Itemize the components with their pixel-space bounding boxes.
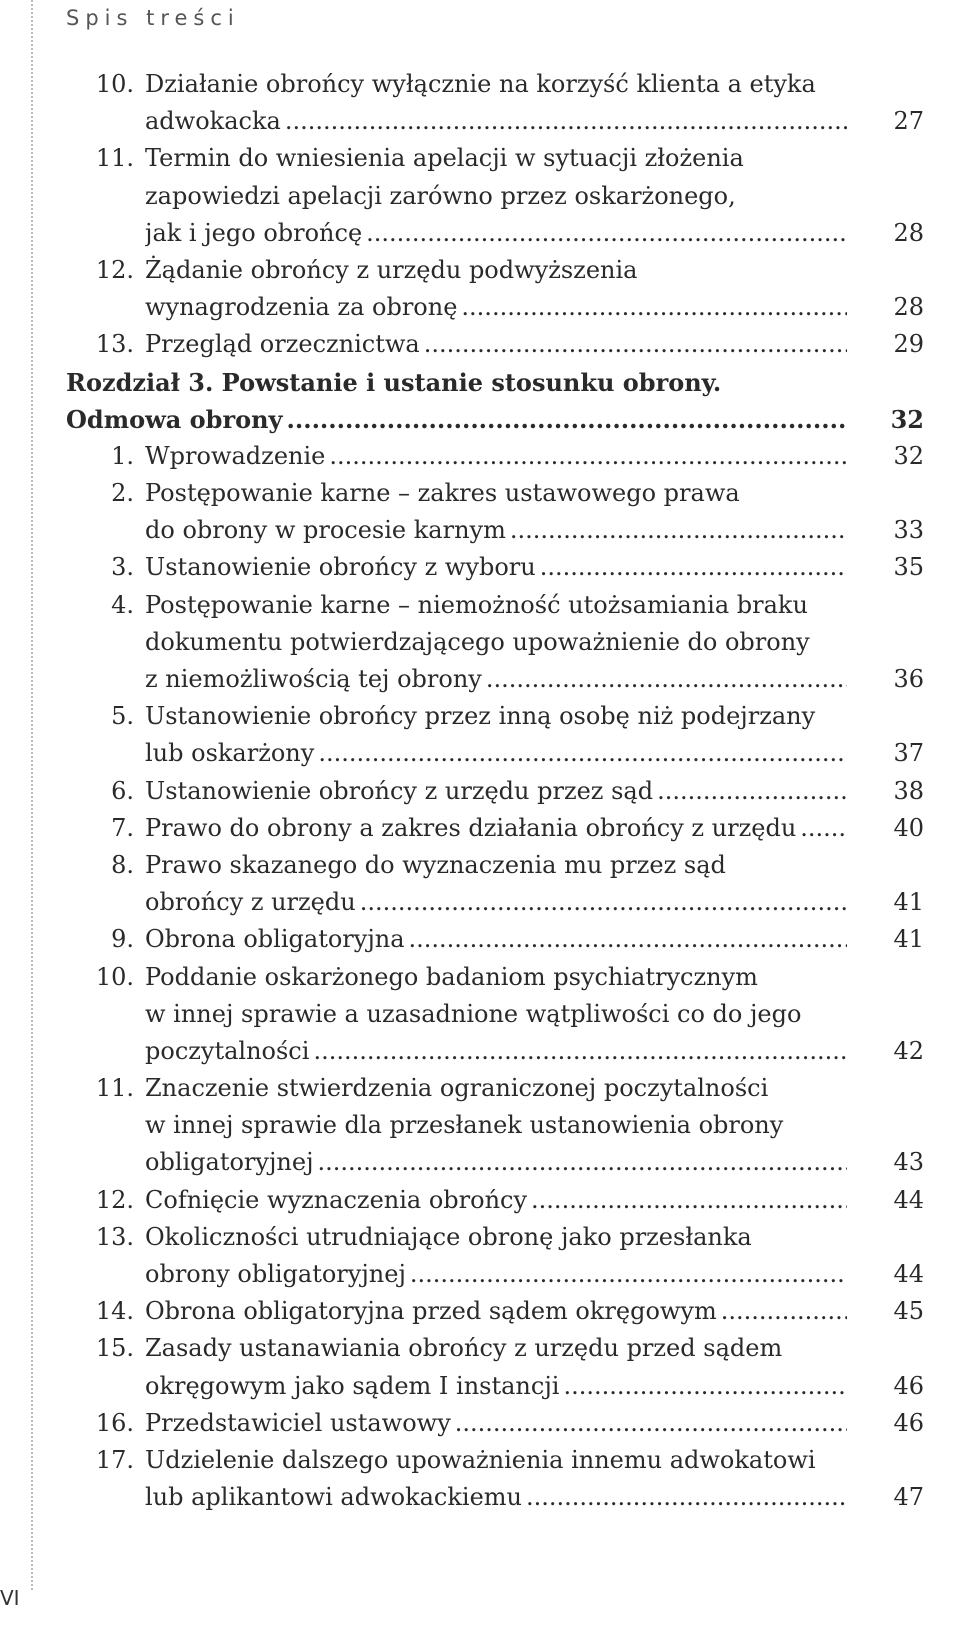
toc-entry-number: 10. — [95, 70, 134, 98]
dot-leader — [559, 1368, 847, 1405]
toc-entry[interactable] — [0, 140, 960, 252]
toc-entry[interactable] — [0, 252, 960, 326]
toc-entry[interactable] — [0, 66, 960, 140]
dot-leader — [314, 735, 847, 772]
toc-entry-text: Postępowanie karne – niemożność utożsamiania braku — [145, 590, 808, 619]
toc-entry-number: 1. — [111, 441, 134, 470]
toc-entry-line — [0, 103, 960, 140]
toc-entry-text: Znaczenie stwierdzenia ograniczonej poczytalności — [145, 1074, 769, 1103]
toc-page-number: 47 — [893, 1483, 924, 1512]
toc-entry-line — [0, 1330, 960, 1367]
toc-entry-number: 3. — [111, 553, 134, 582]
toc-entry-line — [0, 1479, 960, 1516]
dot-leader — [653, 773, 847, 810]
toc-entry-text: obligatoryjnej — [145, 1148, 314, 1177]
dot-leader — [536, 549, 847, 586]
toc-entry-line — [0, 549, 960, 586]
toc-entry[interactable] — [0, 921, 960, 958]
toc-entry-number: 5. — [111, 702, 134, 731]
toc-entry-line — [0, 438, 960, 475]
toc-page-number: 28 — [893, 293, 924, 322]
toc-entry-line — [0, 475, 960, 512]
dot-leader — [356, 884, 847, 921]
toc-page-number: 45 — [893, 1297, 924, 1326]
toc-page-number: 42 — [893, 1036, 924, 1065]
toc-entry-number: 17. — [95, 1445, 134, 1474]
toc-entry-text: lub aplikantowi adwokackiemu — [145, 1483, 522, 1512]
toc-entry-leader-wrap — [145, 810, 847, 847]
toc-entry-text: Obrona obligatoryjna przed sądem okręgowym — [145, 1297, 717, 1326]
toc-entry-line — [0, 661, 960, 698]
toc-entry-leader-wrap — [145, 549, 847, 586]
toc-entry[interactable] — [0, 1442, 960, 1516]
toc-entry-text: Ustanowienie obrońcy przez inną osobę niż podejrzany — [145, 702, 816, 731]
toc-entry-line — [0, 289, 960, 326]
toc-entry-leader-wrap — [145, 512, 847, 549]
toc-entry[interactable] — [0, 326, 960, 363]
toc-entry-line — [0, 1405, 960, 1442]
toc-entry-text: w innej sprawie a uzasadnione wątpliwości co do jego — [145, 999, 802, 1028]
toc-entry-line — [0, 735, 960, 772]
toc-page-number: 40 — [893, 813, 924, 842]
dot-leader — [314, 1144, 847, 1181]
toc-entry-line — [0, 1070, 960, 1107]
toc-entry-number: 11. — [95, 144, 134, 173]
dot-leader — [325, 438, 847, 475]
toc-entry-text: Odmowa obrony — [66, 404, 283, 434]
toc-entry-leader-wrap — [145, 103, 847, 140]
toc-entry-line — [0, 1182, 960, 1219]
toc-entry-line — [0, 1144, 960, 1181]
toc-entry-text: w innej sprawie dla przesłanek ustanowienia obrony — [145, 1111, 784, 1140]
toc-entry-line — [0, 959, 960, 996]
toc-entry-text: Żądanie obrońcy z urzędu podwyższenia — [145, 255, 638, 284]
dot-leader — [522, 1479, 847, 1516]
dot-leader — [406, 1256, 847, 1293]
toc-entry[interactable] — [0, 1219, 960, 1293]
toc-entry-text: Udzielenie dalszego upoważnienia innemu adwokatowi — [145, 1445, 816, 1474]
toc-entry-line — [0, 326, 960, 363]
toc-entry-text: poczytalności — [145, 1036, 310, 1065]
toc-entry-text: lub oskarżony — [145, 739, 315, 768]
toc-entry[interactable] — [0, 959, 960, 1071]
toc-entry[interactable] — [0, 810, 960, 847]
toc-page-number: 41 — [893, 925, 924, 954]
table-of-contents — [0, 66, 960, 1516]
toc-entry-line — [0, 1442, 960, 1479]
toc-entry-leader-wrap — [145, 215, 847, 252]
page-folio: VI — [0, 1586, 20, 1610]
toc-entry-text: Wprowadzenie — [145, 441, 326, 470]
toc-entry[interactable] — [0, 847, 960, 921]
toc-entry-line — [0, 921, 960, 958]
toc-entry-leader-wrap — [145, 1293, 847, 1330]
toc-entry-text: Cofnięcie wyznaczenia obrońcy — [145, 1185, 528, 1214]
dot-leader — [362, 215, 847, 252]
toc-entry-text: Rozdział 3. Powstanie i ustanie stosunku obrony. — [66, 367, 722, 397]
toc-entry-text: obrońcy z urzędu — [145, 888, 356, 917]
toc-entry-number: 10. — [95, 962, 134, 991]
toc-entry-text: Ustanowienie obrońcy z wyboru — [145, 553, 536, 582]
toc-entry-leader-wrap — [145, 289, 847, 326]
toc-entry-leader-wrap — [145, 884, 847, 921]
toc-page-number: 38 — [893, 776, 924, 805]
toc-entry[interactable] — [0, 438, 960, 475]
dot-leader — [405, 921, 847, 958]
toc-entry-line — [0, 66, 960, 103]
toc-entry-line — [0, 1107, 960, 1144]
toc-page-number: 44 — [893, 1185, 924, 1214]
toc-page-number: 44 — [893, 1260, 924, 1288]
toc-entry-line — [0, 512, 960, 549]
toc-entry-leader-wrap — [145, 1405, 847, 1442]
toc-entry-number: 2. — [111, 479, 134, 508]
toc-entry-number: 12. — [95, 1185, 134, 1214]
toc-page-number: 32 — [890, 404, 924, 434]
toc-entry-number: 4. — [111, 590, 134, 619]
toc-entry-line — [0, 624, 960, 661]
toc-entry-text: obrony obligatoryjnej — [145, 1260, 406, 1288]
toc-entry-text: wynagrodzenia za obronę — [145, 293, 458, 322]
toc-entry-text: Obrona obligatoryjna — [145, 925, 405, 954]
toc-entry-line — [0, 996, 960, 1033]
toc-page-number: 43 — [893, 1148, 924, 1177]
toc-entry[interactable] — [0, 698, 960, 772]
toc-chapter-entry[interactable] — [0, 364, 960, 438]
toc-page-number: 37 — [893, 739, 924, 768]
toc-entry-leader-wrap — [66, 401, 847, 438]
toc-entry-text: Zasady ustanawiania obrońcy z urzędu przed sądem — [145, 1334, 783, 1363]
toc-entry-line — [0, 364, 960, 401]
toc-entry-text: do obrony w procesie karnym — [145, 516, 506, 545]
toc-page-number: 35 — [893, 553, 924, 582]
toc-entry[interactable] — [0, 549, 960, 586]
toc-entry[interactable] — [0, 1405, 960, 1442]
toc-entry[interactable] — [0, 475, 960, 549]
toc-entry-line — [0, 1368, 960, 1405]
toc-entry-number: 13. — [95, 330, 134, 359]
toc-entry-line — [0, 1293, 960, 1330]
toc-entry-line — [0, 1256, 960, 1293]
dot-leader — [482, 661, 847, 698]
toc-entry-number: 13. — [95, 1222, 134, 1251]
toc-entry-text: okręgowym jako sądem I instancji — [145, 1371, 560, 1400]
dot-leader — [283, 401, 848, 438]
toc-entry[interactable] — [0, 1293, 960, 1330]
toc-entry-line — [0, 884, 960, 921]
toc-entry-text: Działanie obrońcy wyłącznie na korzyść klienta a etyka — [145, 70, 816, 98]
toc-entry-number: 6. — [111, 776, 134, 805]
dot-leader — [506, 512, 847, 549]
running-header: Spis treści — [66, 6, 240, 30]
toc-entry-line — [0, 847, 960, 884]
toc-entry-leader-wrap — [145, 1033, 847, 1070]
toc-entry-number: 15. — [95, 1334, 134, 1363]
toc-entry-leader-wrap — [145, 1479, 847, 1516]
toc-entry-leader-wrap — [145, 1368, 847, 1405]
dot-leader — [527, 1182, 847, 1219]
toc-page-number: 32 — [893, 441, 924, 470]
toc-entry-text: Prawo skazanego do wyznaczenia mu przez sąd — [145, 850, 726, 879]
toc-entry[interactable] — [0, 1182, 960, 1219]
toc-entry-number: 9. — [111, 925, 134, 954]
toc-entry-leader-wrap — [145, 773, 847, 810]
toc-entry-text: dokumentu potwierdzającego upoważnienie do obrony — [145, 627, 810, 656]
toc-entry-text: Okoliczności utrudniające obronę jako przesłanka — [145, 1222, 752, 1251]
toc-entry-text: Ustanowienie obrońcy z urzędu przez sąd — [145, 776, 654, 805]
toc-entry-line — [0, 178, 960, 215]
toc-entry-text: zapowiedzi apelacji zarówno przez oskarżonego, — [145, 181, 736, 210]
toc-entry-leader-wrap — [145, 1144, 847, 1181]
dot-leader — [281, 103, 847, 140]
toc-entry-leader-wrap — [145, 1182, 847, 1219]
toc-entry[interactable] — [0, 1070, 960, 1182]
dot-leader — [420, 326, 847, 363]
toc-entry-line — [0, 252, 960, 289]
toc-entry-line — [0, 401, 960, 438]
toc-page-number: 41 — [893, 888, 924, 917]
toc-entry-line — [0, 773, 960, 810]
dot-leader — [309, 1033, 847, 1070]
toc-entry-line — [0, 1219, 960, 1256]
dot-leader — [457, 289, 847, 326]
toc-entry[interactable] — [0, 773, 960, 810]
dot-leader — [451, 1405, 847, 1442]
toc-page-number: 33 — [893, 516, 924, 545]
toc-entry-line — [0, 1033, 960, 1070]
toc-entry-number: 11. — [95, 1074, 134, 1103]
toc-entry-text: adwokacka — [145, 107, 281, 136]
toc-entry-text: Przegląd orzecznictwa — [145, 330, 420, 359]
toc-entry-text: Poddanie oskarżonego badaniom psychiatrycznym — [145, 962, 758, 991]
toc-entry-number: 8. — [111, 850, 134, 879]
toc-entry-text: z niemożliwością tej obrony — [145, 665, 482, 693]
toc-entry-text: Termin do wniesienia apelacji w sytuacji złożenia — [145, 144, 744, 173]
toc-entry-number: 12. — [95, 255, 134, 284]
toc-entry-text: Przedstawiciel ustawowy — [145, 1408, 451, 1437]
toc-entry-number: 14. — [95, 1297, 134, 1326]
toc-entry-leader-wrap — [145, 661, 847, 698]
toc-page-number: 46 — [893, 1371, 924, 1400]
toc-entry-number: 7. — [111, 813, 134, 842]
toc-entry[interactable] — [0, 1330, 960, 1404]
toc-entry-text: Postępowanie karne – zakres ustawowego prawa — [145, 479, 740, 508]
toc-entry-leader-wrap — [145, 921, 847, 958]
toc-entry-leader-wrap — [145, 438, 847, 475]
toc-entry-text: Prawo do obrony a zakres działania obrońcy z urzędu — [145, 813, 797, 842]
toc-entry-leader-wrap — [145, 735, 847, 772]
dot-leader — [796, 810, 847, 847]
toc-page-number: 46 — [893, 1408, 924, 1437]
toc-entry-line — [0, 698, 960, 735]
toc-entry-line — [0, 587, 960, 624]
toc-entry-line — [0, 810, 960, 847]
dot-leader — [717, 1293, 847, 1330]
toc-entry-leader-wrap — [145, 1256, 847, 1293]
toc-page-number: 29 — [893, 330, 924, 359]
toc-page-number: 28 — [893, 218, 924, 247]
toc-entry-text: jak i jego obrońcę — [145, 218, 363, 247]
toc-entry-leader-wrap — [145, 326, 847, 363]
toc-entry-number: 16. — [95, 1408, 134, 1437]
toc-entry-line — [0, 140, 960, 177]
toc-page-number: 36 — [893, 665, 924, 693]
toc-entry-line — [0, 215, 960, 252]
toc-page-number: 27 — [893, 107, 924, 136]
toc-entry[interactable] — [0, 587, 960, 699]
